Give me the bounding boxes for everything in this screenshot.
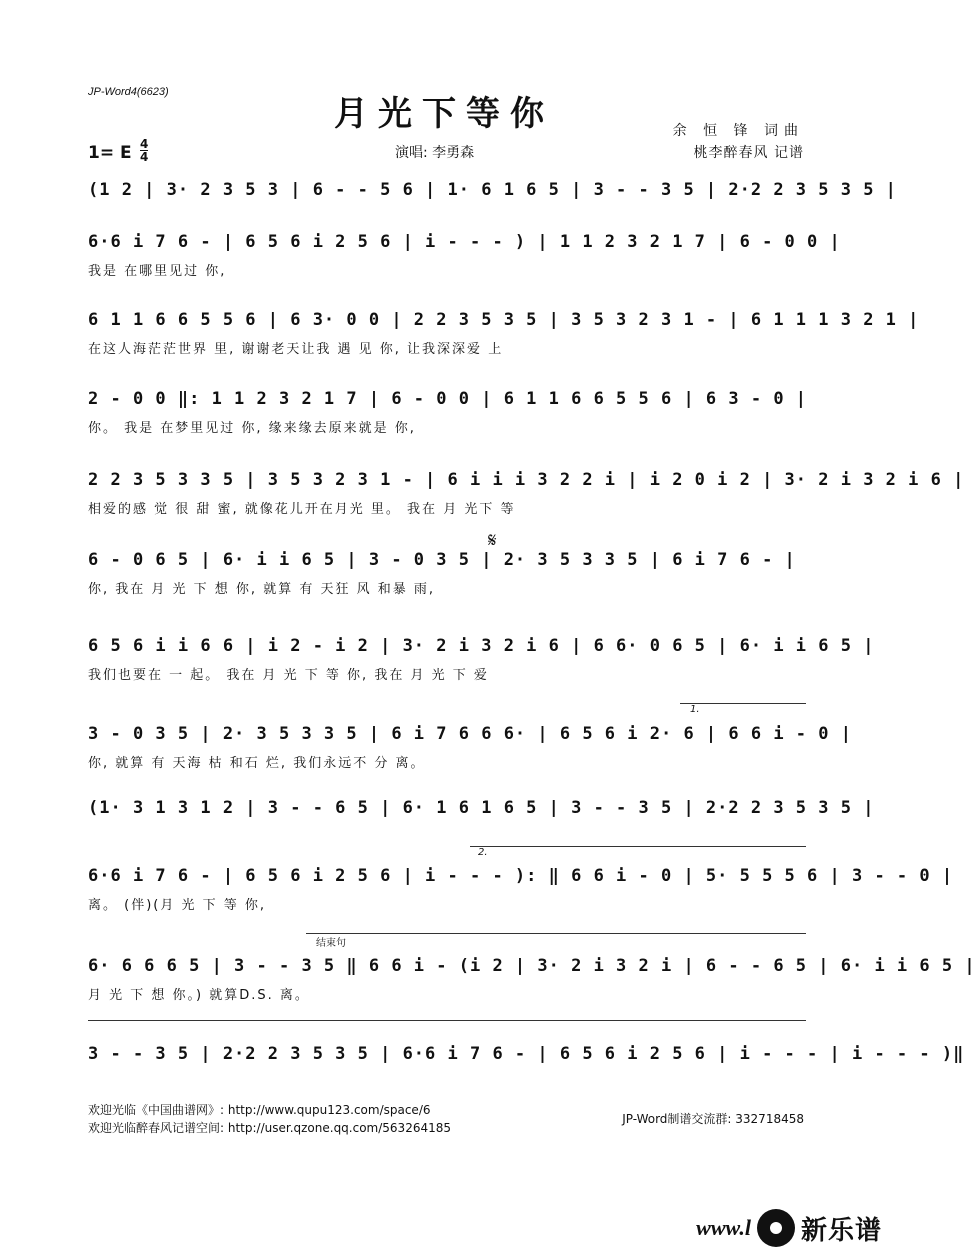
disc-icon <box>757 1209 795 1247</box>
time-signature <box>140 138 148 163</box>
lyrics-line: 在这人海茫茫世界 里, 谢谢老天让我 遇 见 你, 让我深深爱 上 <box>88 342 504 357</box>
author-credit: 余 恒 锋 词曲 <box>672 123 804 139</box>
watermark-brand: 新乐谱 <box>800 1215 882 1246</box>
lyrics-line: 我们也要在 一 起。 我在 月 光 下 等 你, 我在 月 光 下 爱 <box>88 668 489 683</box>
lyrics-line: 月 光 下 想 你。) 就算D.S. 离。 <box>88 988 310 1003</box>
version-label: JP-Word4(6623) <box>88 86 169 98</box>
segno-sign: 𝄋 <box>488 528 497 552</box>
notation-line: 6 - 0 6 5 | 6· i i 6 5 | 3 - 0 3 5 | 2· 3 5 3 3 5 | 6 i 7 6 - | <box>88 550 796 570</box>
notation-line: (1· 3 1 3 1 2 | 3 - - 6 5 | 6· 1 6 1 6 5 | 3 - - 3 5 | 2·2 2 3 5 3 5 | <box>88 798 875 818</box>
notation-line: 6·6 i 7 6 - | 6 5 6 i 2 5 6 | i - - - ) | 1 1 2 3 2 1 7 | 6 - 0 0 | <box>88 232 841 252</box>
notation-line: 2 2 3 5 3 3 5 | 3 5 3 2 3 1 - | 6 i i i 3 2 2 i | i 2 0 i 2 | 3· 2 i 3 2 i 6 | <box>88 470 965 490</box>
final-line-bracket <box>88 1020 806 1021</box>
key-signature: 1= E <box>88 143 132 163</box>
footer-group: JP-Word制谱交流群: 332718458 <box>622 1112 804 1126</box>
recorder-credit: 桃李醉春风 记谱 <box>693 145 804 161</box>
lyrics-line: 离。 (伴)(月 光 下 等 你, <box>88 898 267 913</box>
lyrics-line: 你, 我在 月 光 下 想 你, 就算 有 天狂 风 和暴 雨, <box>88 582 435 597</box>
second-ending-label: 2. <box>478 847 488 858</box>
meter-top: 4 <box>140 137 149 151</box>
notation-line: 6 5 6 i i 6 6 | i 2 - i 2 | 3· 2 i 3 2 i 6 | 6 6· 0 6 5 | 6· i i 6 5 | <box>88 636 875 656</box>
watermark-logo <box>696 1206 882 1250</box>
singer-credit: 演唱: 李勇森 <box>395 145 475 161</box>
notation-line: 6· 6 6 6 5 | 3 - - 3 5 ‖ 6 6 i - (i 2 | 3· 2 i 3 2 i | 6 - - 6 5 | 6· i i 6 5 | <box>88 956 976 976</box>
first-ending-label: 1. <box>690 704 700 715</box>
footer-line-1: 欢迎光临《中国曲谱网》: http://www.qupu123.com/space/6 <box>88 1103 431 1117</box>
footer-line-2: 欢迎光临醉春风记谱空间: http://user.qzone.qq.com/563264185 <box>88 1121 452 1135</box>
notation-line: 2 - 0 0 ‖: 1 1 2 3 2 1 7 | 6 - 0 0 | 6 1 1 6 6 5 5 6 | 6 3 - 0 | <box>88 389 808 409</box>
watermark-url: www.l <box>696 1215 751 1240</box>
notation-line: 6 1 1 6 6 5 5 6 | 6 3· 0 0 | 2 2 3 5 3 5 | 3 5 3 2 3 1 - | 6 1 1 1 3 2 1 | <box>88 310 920 330</box>
coda-bracket <box>306 933 806 934</box>
second-ending-bracket <box>470 846 806 847</box>
lyrics-line: 我是 在哪里见过 你, <box>88 264 227 279</box>
notation-line: 3 - 0 3 5 | 2· 3 5 3 3 5 | 6 i 7 6 6 6· | 6 5 6 i 2· 6 | 6 6 i - 0 | <box>88 724 852 744</box>
song-title: 月光下等你 <box>334 94 554 134</box>
meter-bottom: 4 <box>140 150 149 164</box>
notation-line: 6·6 i 7 6 - | 6 5 6 i 2 5 6 | i - - - ): ‖ 6 6 i - 0 | 5· 5 5 5 6 | 3 - - 0 | <box>88 866 954 886</box>
notation-line: 3 - - 3 5 | 2·2 2 3 5 3 5 | 6·6 i 7 6 - | 6 5 6 i 2 5 6 | i - - - | i - - - )‖ <box>88 1044 965 1064</box>
lyrics-line: 你。 我是 在梦里见过 你, 缘来缘去原来就是 你, <box>88 421 416 436</box>
notation-line: (1 2 | 3· 2 3 5 3 | 6 - - 5 6 | 1· 6 1 6 5 | 3 - - 3 5 | 2·2 2 3 5 3 5 | <box>88 180 897 200</box>
lyrics-line: 相爱的感 觉 很 甜 蜜, 就像花儿开在月光 里。 我在 月 光下 等 <box>88 502 516 517</box>
lyrics-line: 你, 就算 有 天海 枯 和石 烂, 我们永远不 分 离。 <box>88 756 426 771</box>
coda-label: 结束句 <box>316 938 346 949</box>
